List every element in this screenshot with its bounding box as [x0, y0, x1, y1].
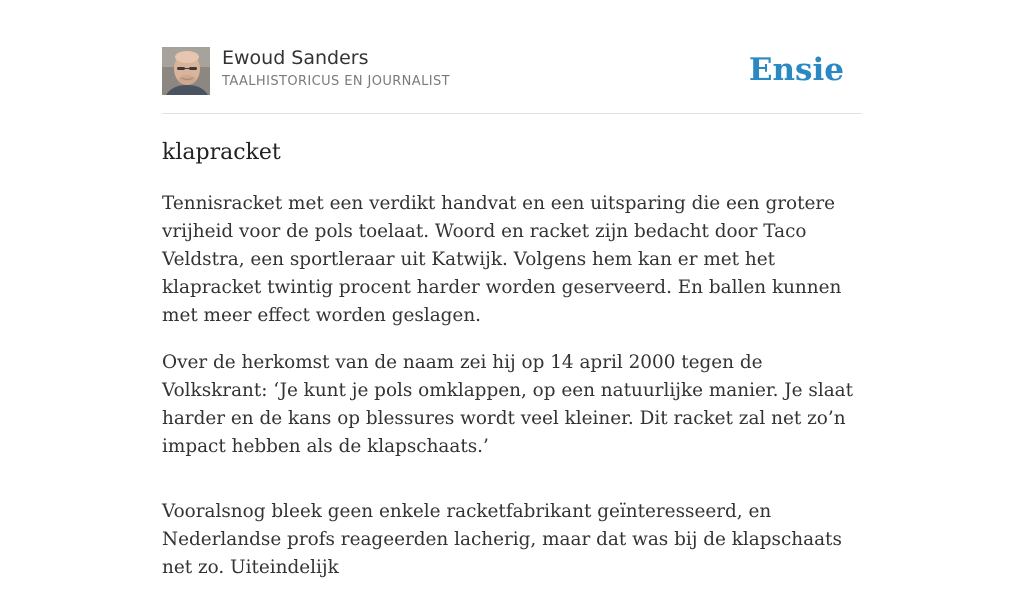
author-header: [162, 46, 862, 96]
article-body: [162, 190, 862, 601]
article-paragraph: Tennisracket met een verdikt handvat en een uitsparing die een grotere vrijheid voor de pols toelaat. Woord en racket zijn bedacht door Taco Veldstra, een sportleraar uit Katwijk. Volgens hem kan er met het klapracket twintig procent harder worden geserveerd. En ballen kunnen met meer effect worden geslagen.: [162, 193, 842, 326]
article-title: klapracket: [162, 140, 281, 165]
header-divider: [162, 113, 862, 114]
avatar-photo-icon: [162, 47, 210, 95]
author-name[interactable]: Ewoud Sanders: [222, 47, 369, 69]
article-page: [162, 0, 862, 578]
author-role: TAALHISTORICUS EN JOURNALIST: [222, 74, 450, 89]
author-avatar[interactable]: [162, 47, 210, 95]
article-paragraph: Vooralsnog bleek geen enkele racketfabrikant geïnteresseerd, en Nederlandse profs reageerden lacherig, maar dat was bij de klapschaats net zo. Uiteindelijk: [162, 501, 842, 578]
article-paragraph: Over de herkomst van de naam zei hij op 14 april 2000 tegen de Volkskrant: ‘Je kunt je pols omklappen, op een natuurlijke manier. Je slaat harder en de kans op blessures wordt veel kleiner. Dit racket zal net zo’n impact hebben als de klapschaats.’: [162, 352, 854, 457]
brand-logo[interactable]: Ensie: [748, 52, 844, 88]
